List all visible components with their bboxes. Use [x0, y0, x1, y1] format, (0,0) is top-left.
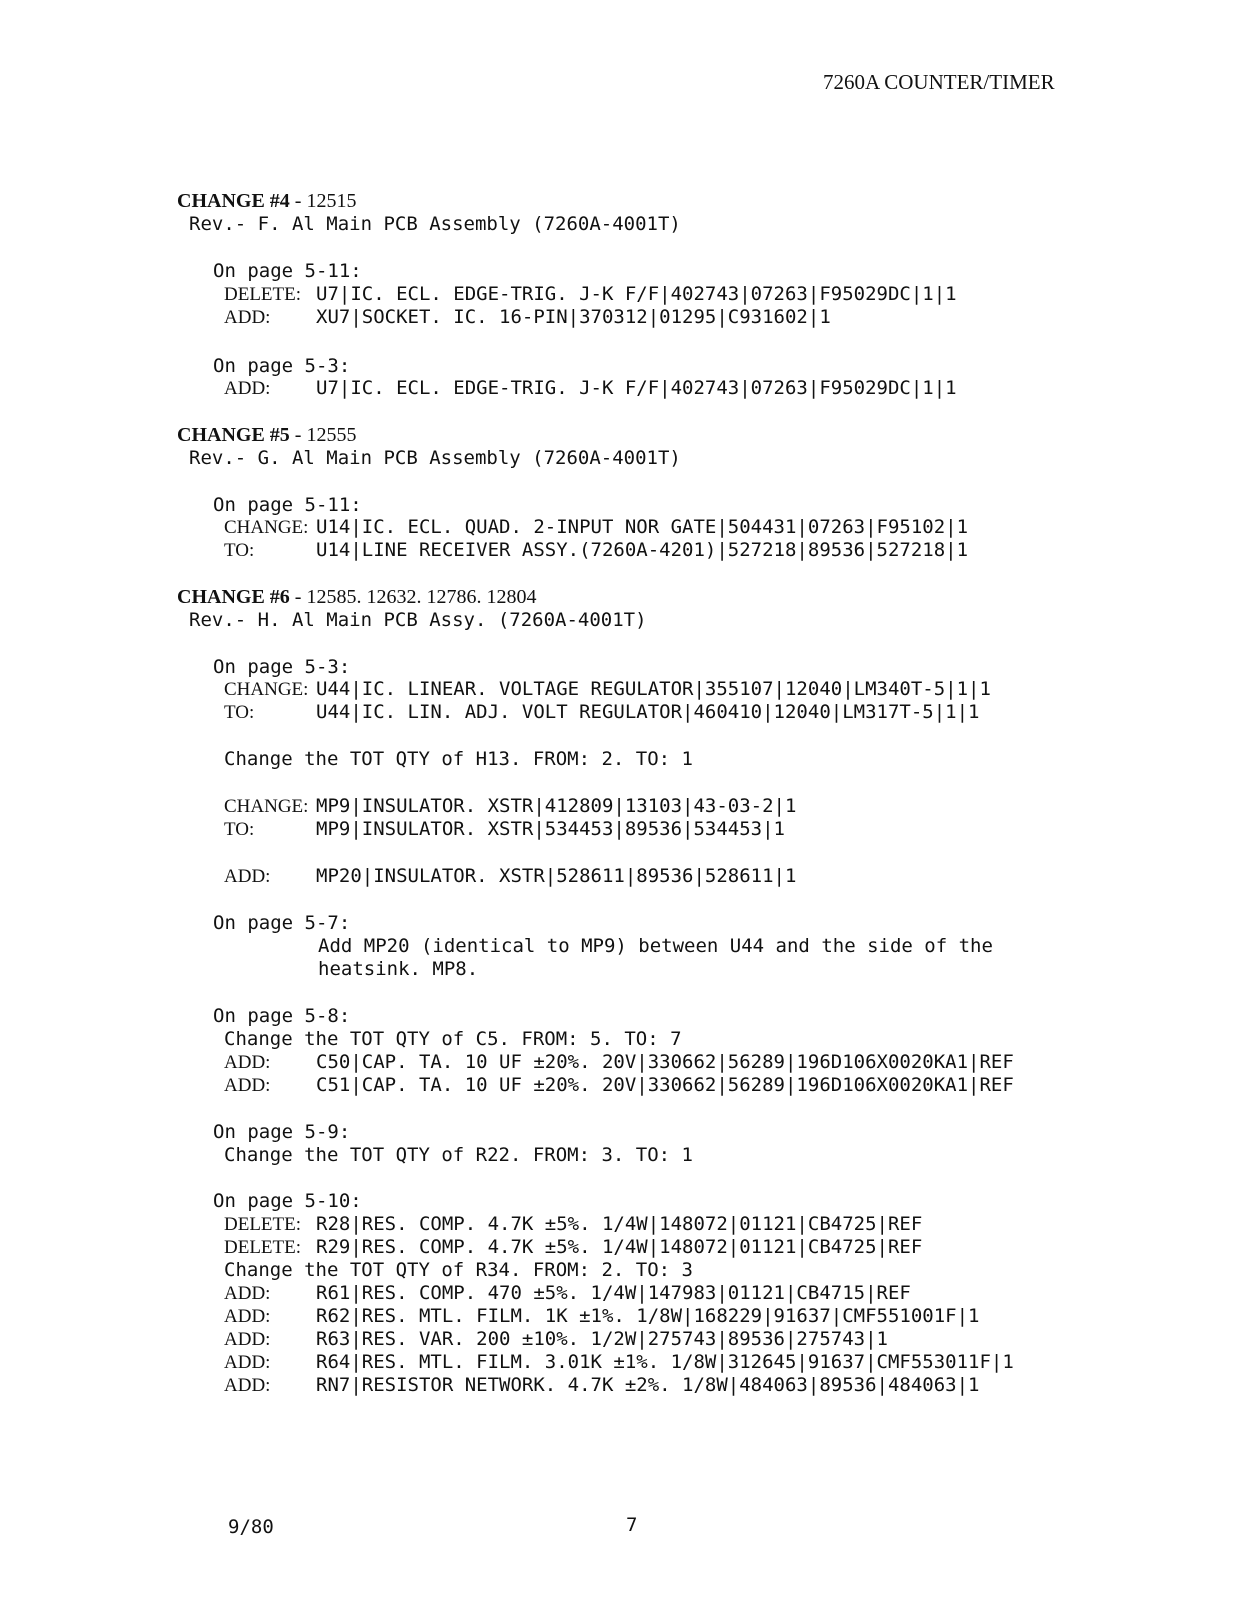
add-keyword: ADD: [224, 866, 271, 887]
footer-page-number: 7 [626, 1514, 638, 1536]
add-value: RN7|RESISTOR NETWORK. 4.7K ±2%. 1/8W|484063|89536|484063|1 [316, 1374, 980, 1396]
add-value: R64|RES. MTL. FILM. 3.01K ±1%. 1/8W|312645|91637|CMF553011F|1 [316, 1351, 1014, 1373]
add-value: C50|CAP. TA. 10 UF ±20%. 20V|330662|56289|196D106X0020KA1|REF [316, 1051, 1014, 1073]
delete-value: R28|RES. COMP. 4.7K ±5%. 1/4W|148072|01121|CB4725|REF [316, 1213, 923, 1235]
to-value: U14|LINE RECEIVER ASSY.(7260A-4201)|527218|89536|527218|1 [316, 539, 969, 561]
change-6-heading [177, 586, 536, 609]
change-6-delete2-line [224, 1236, 922, 1260]
change-value: MP9|INSULATOR. XSTR|412809|13103|43-03-2|1 [316, 795, 797, 817]
change-6-change1-line [224, 678, 991, 702]
change-5-numbers: - 12555 [289, 424, 357, 446]
add-keyword: ADD: [224, 1075, 271, 1096]
change-6-page-5-9: On page 5-9: [213, 1121, 351, 1143]
change-4-add2-line [224, 377, 957, 401]
add-keyword: ADD: [224, 1052, 271, 1073]
change-6-add8-line [224, 1374, 979, 1398]
add-value: C51|CAP. TA. 10 UF ±20%. 20V|330662|56289|196D106X0020KA1|REF [316, 1074, 1014, 1096]
change-5-to-line [224, 539, 968, 563]
change-6-to2-line [224, 818, 785, 842]
change-keyword: CHANGE: [224, 517, 309, 538]
change-6-add3-line [224, 1074, 1014, 1098]
change-6-qty-r34: Change the TOT QTY of R34. FROM: 2. TO: 3 [224, 1259, 693, 1281]
change-6-note-5-7-line1: Add MP20 (identical to MP9) between U44 and the side of the [318, 935, 993, 957]
change-5-change-line [224, 516, 968, 540]
change-6-to1-line [224, 701, 979, 725]
delete-value: R29|RES. COMP. 4.7K ±5%. 1/4W|148072|01121|CB4725|REF [316, 1236, 923, 1258]
to-keyword: TO: [224, 540, 255, 561]
change-6-page-5-10: On page 5-10: [213, 1190, 362, 1212]
change-4-label: CHANGE #4 [177, 190, 290, 212]
delete-keyword: DELETE: [224, 284, 302, 305]
to-keyword: TO: [224, 819, 255, 840]
footer-date: 9/80 [228, 1516, 274, 1538]
change-6-numbers: - 12585. 12632. 12786. 12804 [289, 586, 537, 608]
add-keyword: ADD: [224, 1306, 271, 1327]
add-value: XU7|SOCKET. IC. 16-PIN|370312|01295|C931602|1 [316, 306, 831, 328]
change-4-add-line [224, 306, 831, 330]
document-header-title: 7260A COUNTER/TIMER [823, 70, 1055, 94]
change-6-add7-line [224, 1351, 1014, 1375]
change-6-label: CHANGE #6 [177, 586, 290, 608]
add-value: R62|RES. MTL. FILM. 1K ±1%. 1/8W|168229|91637|CMF551001F|1 [316, 1305, 980, 1327]
change-5-revision: Rev.- G. Al Main PCB Assembly (7260A-4001T) [189, 447, 681, 469]
delete-keyword: DELETE: [224, 1237, 302, 1258]
add-keyword: ADD: [224, 378, 271, 399]
change-6-qty-h13: Change the TOT QTY of H13. FROM: 2. TO: 1 [224, 748, 693, 770]
change-6-page-5-7: On page 5-7: [213, 912, 351, 934]
to-value: U44|IC. LIN. ADJ. VOLT REGULATOR|460410|12040|LM317T-5|1|1 [316, 701, 980, 723]
change-6-change2-line [224, 795, 796, 819]
change-6-add2-line [224, 1051, 1014, 1075]
add-value: U7|IC. ECL. EDGE-TRIG. J-K F/F|402743|07263|F95029DC|1|1 [316, 377, 957, 399]
change-5-heading [177, 424, 356, 447]
add-keyword: ADD: [224, 1352, 271, 1373]
add-keyword: ADD: [224, 307, 271, 328]
change-5-label: CHANGE #5 [177, 424, 290, 446]
change-6-qty-c5: Change the TOT QTY of C5. FROM: 5. TO: 7 [224, 1028, 682, 1050]
change-6-page-5-3: On page 5-3: [213, 656, 351, 678]
change-keyword: CHANGE: [224, 796, 309, 817]
change-4-delete-line [224, 283, 957, 307]
change-6-add5-line [224, 1305, 979, 1329]
change-6-page-5-8: On page 5-8: [213, 1005, 351, 1027]
to-keyword: TO: [224, 702, 255, 723]
change-4-numbers: - 12515 [289, 190, 357, 212]
delete-keyword: DELETE: [224, 1214, 302, 1235]
change-4-page-5-3: On page 5-3: [213, 355, 351, 377]
change-6-add4-line [224, 1282, 911, 1306]
add-keyword: ADD: [224, 1283, 271, 1304]
add-value: MP20|INSULATOR. XSTR|528611|89536|528611|1 [316, 865, 797, 887]
change-6-qty-r22: Change the TOT QTY of R22. FROM: 3. TO: 1 [224, 1144, 693, 1166]
to-value: MP9|INSULATOR. XSTR|534453|89536|534453|1 [316, 818, 785, 840]
change-5-page-5-11: On page 5-11: [213, 494, 362, 516]
delete-value: U7|IC. ECL. EDGE-TRIG. J-K F/F|402743|07263|F95029DC|1|1 [316, 283, 957, 305]
change-keyword: CHANGE: [224, 679, 309, 700]
change-4-heading [177, 190, 356, 213]
add-keyword: ADD: [224, 1329, 271, 1350]
change-4-revision: Rev.- F. Al Main PCB Assembly (7260A-4001T) [189, 213, 681, 235]
change-6-add6-line [224, 1328, 888, 1352]
add-value: R63|RES. VAR. 200 ±10%. 1/2W|275743|89536|275743|1 [316, 1328, 888, 1350]
change-value: U14|IC. ECL. QUAD. 2-INPUT NOR GATE|504431|07263|F95102|1 [316, 516, 969, 538]
change-6-delete1-line [224, 1213, 922, 1237]
add-value: R61|RES. COMP. 470 ±5%. 1/4W|147983|01121|CB4715|REF [316, 1282, 911, 1304]
change-6-revision: Rev.- H. Al Main PCB Assy. (7260A-4001T) [189, 609, 647, 631]
add-keyword: ADD: [224, 1375, 271, 1396]
change-6-add1-line [224, 865, 796, 889]
change-4-page-5-11: On page 5-11: [213, 260, 362, 282]
change-value: U44|IC. LINEAR. VOLTAGE REGULATOR|355107|12040|LM340T-5|1|1 [316, 678, 991, 700]
change-6-note-5-7-line2: heatsink. MP8. [318, 958, 479, 980]
